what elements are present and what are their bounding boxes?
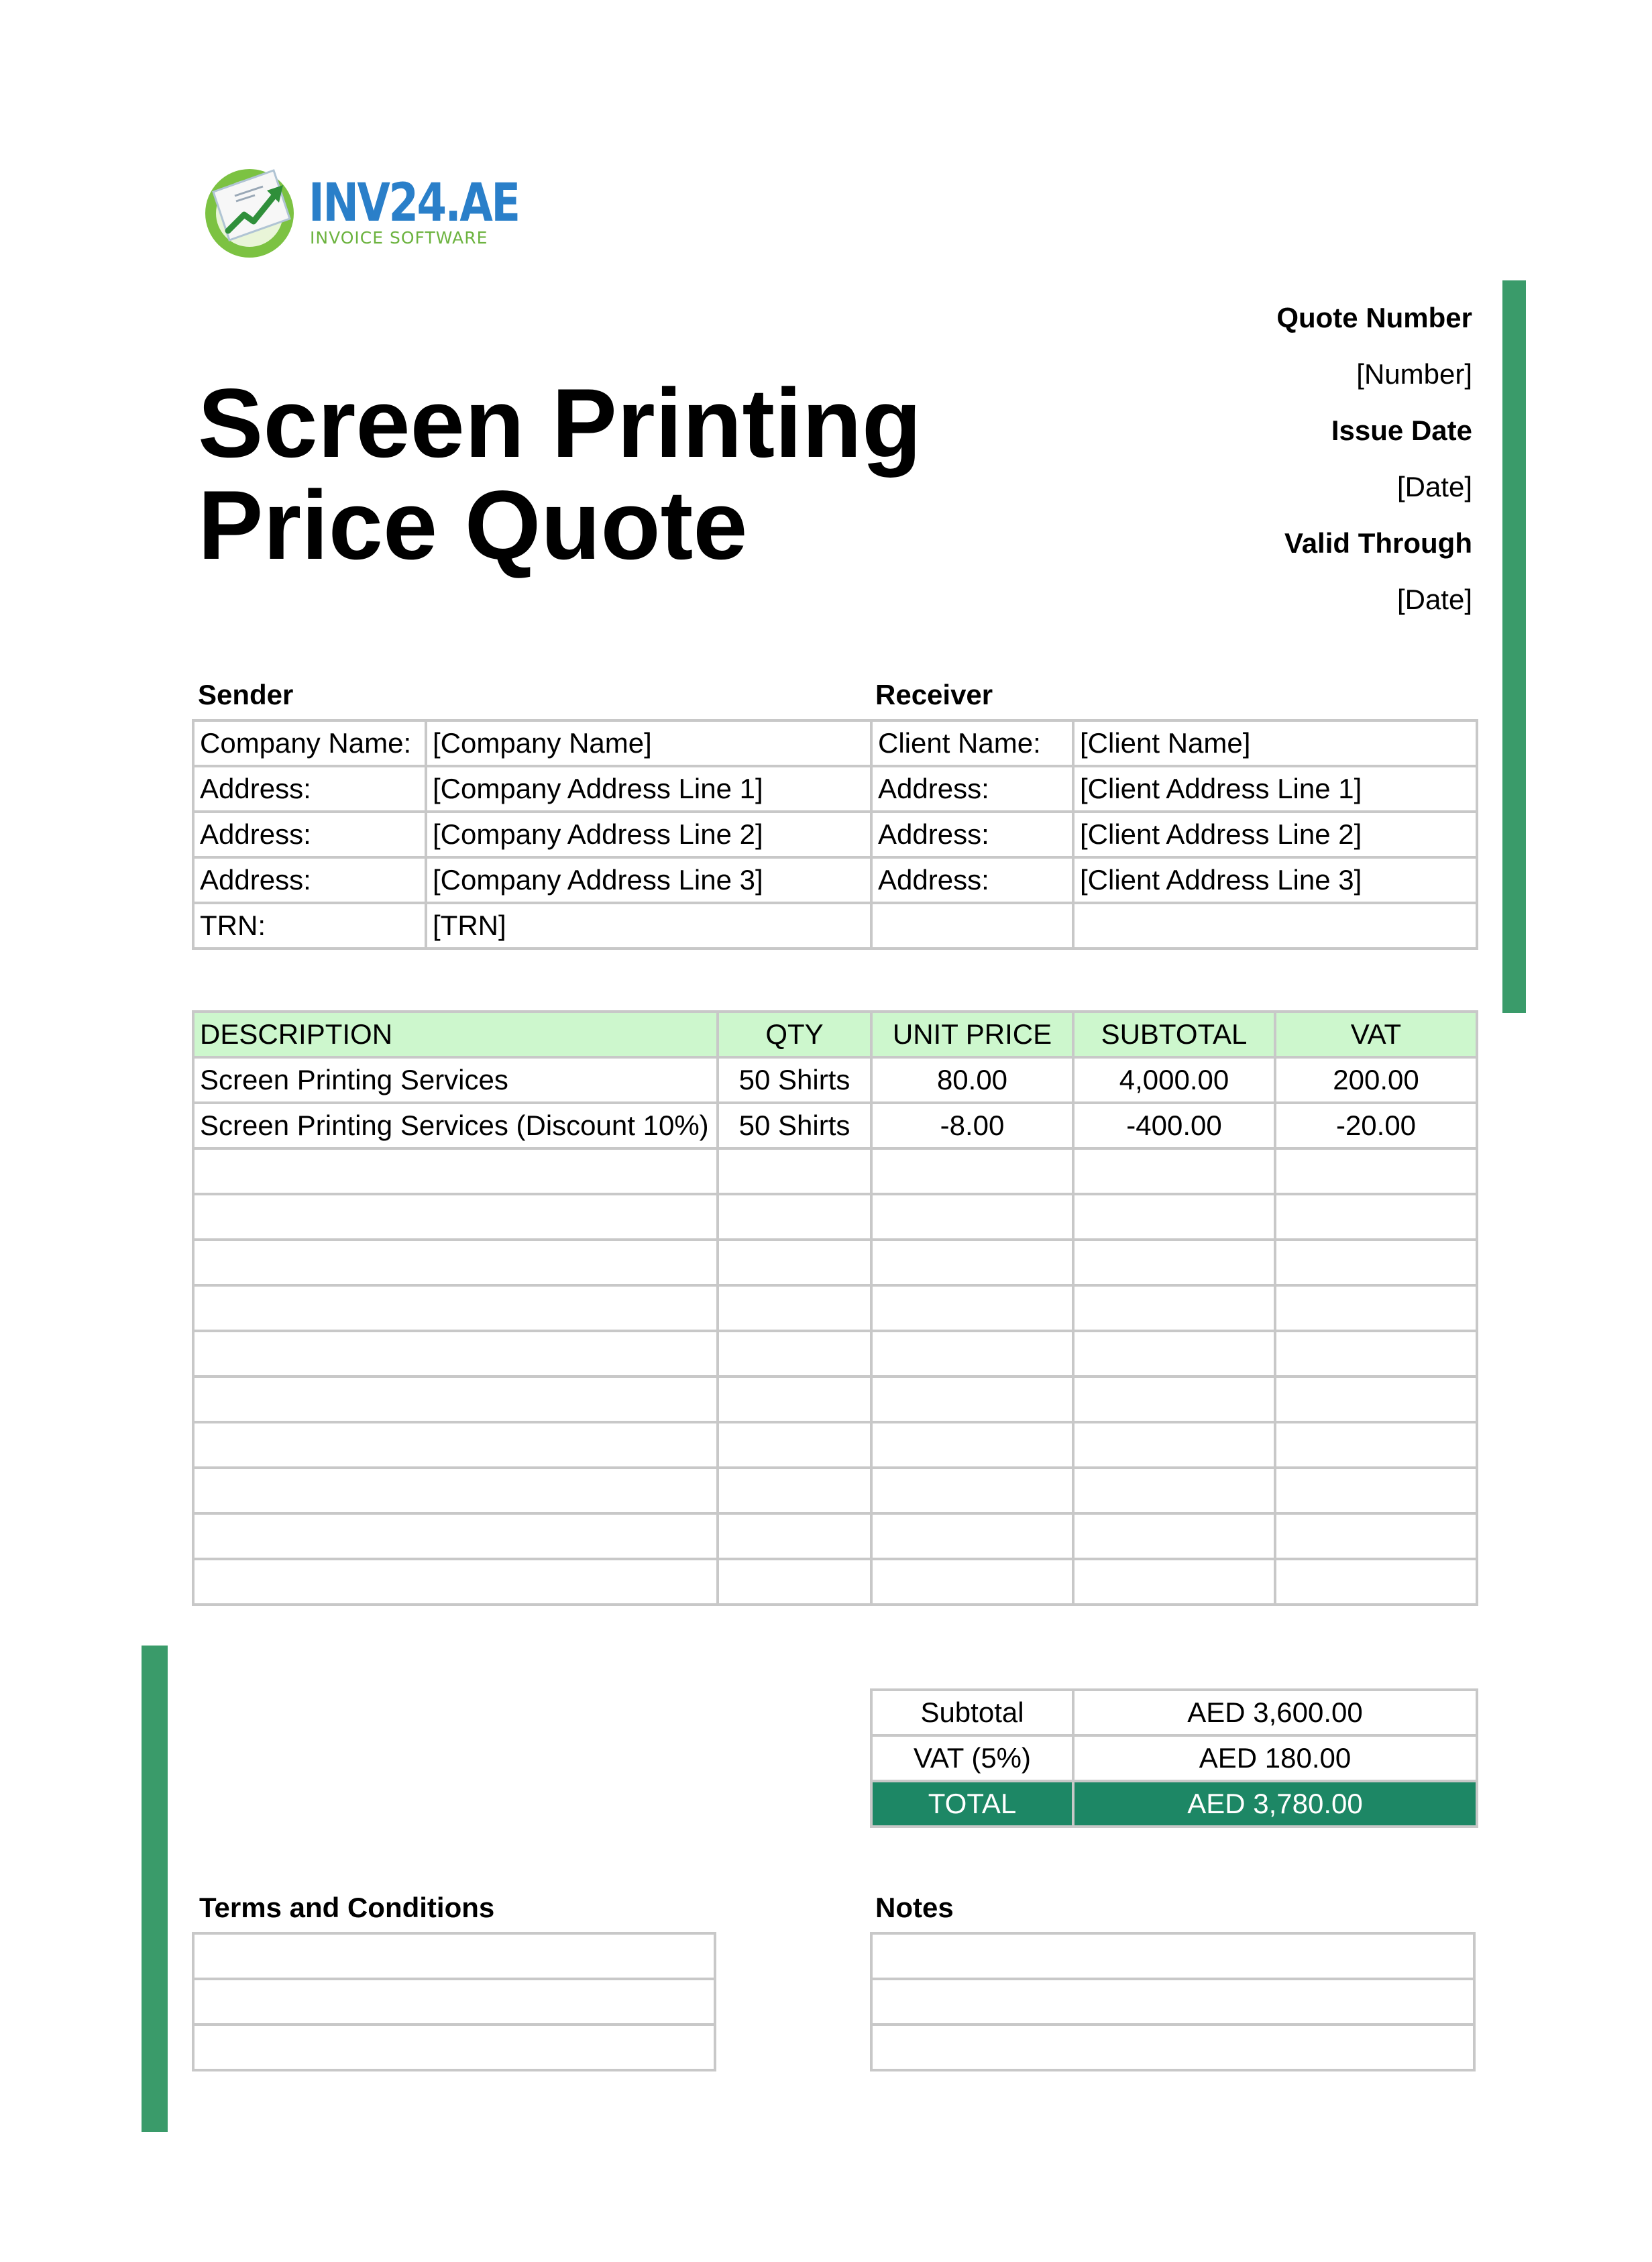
empty-cell[interactable] (718, 1148, 871, 1194)
empty-cell[interactable] (1073, 1559, 1275, 1605)
receiver-field-label: Address: (871, 812, 1073, 857)
terms-input[interactable] (193, 1979, 715, 2025)
table-row (193, 766, 1477, 812)
empty-item-row (193, 1468, 1477, 1513)
receiver-field-label: Address: (871, 857, 1073, 903)
table-row (193, 812, 1477, 857)
empty-cell[interactable] (1275, 1422, 1477, 1468)
logo-chart-icon (201, 161, 309, 262)
empty-cell[interactable] (1275, 1285, 1477, 1331)
item-subtotal: -400.00 (1073, 1103, 1275, 1148)
table-row (193, 1057, 1477, 1103)
empty-cell[interactable] (718, 1422, 871, 1468)
table-row (193, 720, 1477, 766)
empty-cell[interactable] (871, 1331, 1073, 1377)
empty-cell[interactable] (1275, 1377, 1477, 1422)
empty-cell[interactable] (1073, 1240, 1275, 1285)
page-title (198, 368, 969, 580)
empty-cell[interactable] (871, 1377, 1073, 1422)
col-header-unit-price: UNIT PRICE (871, 1012, 1073, 1057)
sender-field-label: Company Name: (193, 720, 426, 766)
logo-name: INV24.AE (309, 173, 519, 233)
empty-cell[interactable] (718, 1468, 871, 1513)
sender-field-value[interactable]: [Company Address Line 2] (426, 812, 871, 857)
empty-cell[interactable] (871, 1194, 1073, 1240)
vat-value: AED 180.00 (1073, 1735, 1477, 1781)
subtotal-label: Subtotal (871, 1690, 1073, 1735)
empty-cell[interactable] (1275, 1513, 1477, 1559)
empty-cell[interactable] (193, 1331, 718, 1377)
empty-cell[interactable] (1275, 1331, 1477, 1377)
item-vat: -20.00 (1275, 1103, 1477, 1148)
empty-cell[interactable] (1073, 1148, 1275, 1194)
empty-cell[interactable] (718, 1240, 871, 1285)
receiver-field-label (871, 903, 1073, 949)
party-table (192, 719, 1478, 950)
empty-cell[interactable] (1073, 1468, 1275, 1513)
col-header-subtotal: SUBTOTAL (1073, 1012, 1275, 1057)
page-title-line-2: Price Quote (198, 470, 748, 580)
empty-cell[interactable] (871, 1559, 1073, 1605)
item-unit-price[interactable]: 80.00 (871, 1057, 1073, 1103)
empty-cell[interactable] (1073, 1422, 1275, 1468)
item-unit-price[interactable]: -8.00 (871, 1103, 1073, 1148)
empty-cell[interactable] (718, 1285, 871, 1331)
empty-cell[interactable] (193, 1468, 718, 1513)
issue-date-label: Issue Date (1331, 415, 1472, 446)
empty-cell[interactable] (718, 1559, 871, 1605)
logo-tagline: INVOICE SOFTWARE (310, 228, 488, 248)
col-header-qty: QTY (718, 1012, 871, 1057)
empty-cell[interactable] (1275, 1468, 1477, 1513)
quote-number-value[interactable]: [Number] (1356, 358, 1472, 390)
receiver-field-value[interactable]: [Client Address Line 3] (1073, 857, 1477, 903)
items-header-row (193, 1012, 1477, 1057)
terms-line (193, 1979, 715, 2025)
empty-item-row (193, 1422, 1477, 1468)
empty-item-row (193, 1148, 1477, 1194)
empty-cell[interactable] (1275, 1194, 1477, 1240)
total-row (871, 1781, 1477, 1827)
sender-label: Sender (198, 679, 294, 710)
sender-field-label: Address: (193, 812, 426, 857)
notes-box (870, 1932, 1476, 2071)
empty-cell[interactable] (193, 1422, 718, 1468)
item-description[interactable]: Screen Printing Services (Discount 10%) (193, 1103, 718, 1148)
sender-field-value[interactable]: [Company Address Line 1] (426, 766, 871, 812)
empty-cell[interactable] (193, 1240, 718, 1285)
subtotal-value: AED 3,600.00 (1073, 1690, 1477, 1735)
empty-cell[interactable] (871, 1240, 1073, 1285)
receiver-field-label: Address: (871, 766, 1073, 812)
empty-cell[interactable] (1275, 1148, 1477, 1194)
empty-cell[interactable] (871, 1422, 1073, 1468)
items-table (192, 1010, 1478, 1606)
total-value: AED 3,780.00 (1073, 1781, 1477, 1827)
empty-item-row (193, 1240, 1477, 1285)
empty-item-row (193, 1559, 1477, 1605)
receiver-field-value[interactable]: [Client Address Line 1] (1073, 766, 1477, 812)
terms-line (193, 2025, 715, 2070)
empty-item-row (193, 1513, 1477, 1559)
subtotal-row (871, 1690, 1477, 1735)
sender-field-label: TRN: (193, 903, 426, 949)
receiver-label: Receiver (875, 679, 993, 710)
notes-label: Notes (875, 1892, 954, 1923)
vat-row (871, 1735, 1477, 1781)
table-row (193, 1103, 1477, 1148)
quote-number-label: Quote Number (1276, 302, 1472, 333)
sender-field-value[interactable]: [TRN] (426, 903, 871, 949)
item-description[interactable]: Screen Printing Services (193, 1057, 718, 1103)
item-qty[interactable]: 50 Shirts (718, 1057, 871, 1103)
empty-cell[interactable] (1073, 1331, 1275, 1377)
page-title-line-1: Screen Printing (198, 368, 922, 478)
empty-cell[interactable] (718, 1194, 871, 1240)
empty-cell[interactable] (871, 1285, 1073, 1331)
terms-input[interactable] (193, 1933, 715, 1979)
empty-cell[interactable] (193, 1285, 718, 1331)
empty-cell[interactable] (718, 1377, 871, 1422)
sender-field-value[interactable]: [Company Address Line 3] (426, 857, 871, 903)
receiver-field-value[interactable] (1073, 903, 1477, 949)
notes-line (871, 1979, 1474, 2025)
notes-input[interactable] (871, 1933, 1474, 1979)
item-qty[interactable]: 50 Shirts (718, 1103, 871, 1148)
sender-field-label: Address: (193, 857, 426, 903)
notes-line (871, 2025, 1474, 2070)
totals-table (870, 1688, 1478, 1828)
empty-item-row (193, 1194, 1477, 1240)
terms-line (193, 1933, 715, 1979)
valid-through-value[interactable]: [Date] (1396, 584, 1472, 615)
receiver-field-value[interactable]: [Client Name] (1073, 720, 1477, 766)
empty-item-row (193, 1285, 1477, 1331)
total-label: TOTAL (871, 1781, 1073, 1827)
notes-input[interactable] (871, 2025, 1474, 2070)
accent-bar-left (142, 1646, 168, 2132)
table-row (193, 903, 1477, 949)
empty-cell[interactable] (193, 1513, 718, 1559)
empty-cell[interactable] (1073, 1513, 1275, 1559)
logo (201, 161, 519, 262)
item-subtotal: 4,000.00 (1073, 1057, 1275, 1103)
empty-cell[interactable] (871, 1513, 1073, 1559)
table-row (193, 857, 1477, 903)
accent-bar-right (1502, 280, 1526, 1013)
empty-item-row (193, 1377, 1477, 1422)
notes-line (871, 1933, 1474, 1979)
receiver-field-label: Client Name: (871, 720, 1073, 766)
quote-meta (1276, 290, 1472, 628)
sender-field-value[interactable]: [Company Name] (426, 720, 871, 766)
empty-cell[interactable] (718, 1331, 871, 1377)
item-vat: 200.00 (1275, 1057, 1477, 1103)
empty-cell[interactable] (193, 1559, 718, 1605)
empty-cell[interactable] (193, 1194, 718, 1240)
notes-input[interactable] (871, 1979, 1474, 2025)
empty-cell[interactable] (871, 1148, 1073, 1194)
empty-cell[interactable] (1275, 1559, 1477, 1605)
valid-through-label: Valid Through (1284, 527, 1472, 559)
empty-cell[interactable] (193, 1148, 718, 1194)
empty-cell[interactable] (193, 1377, 718, 1422)
issue-date-value[interactable]: [Date] (1396, 471, 1472, 502)
empty-cell[interactable] (1073, 1377, 1275, 1422)
receiver-field-value[interactable]: [Client Address Line 2] (1073, 812, 1477, 857)
col-header-description: DESCRIPTION (193, 1012, 718, 1057)
col-header-vat: VAT (1275, 1012, 1477, 1057)
empty-item-row (193, 1331, 1477, 1377)
sender-field-label: Address: (193, 766, 426, 812)
empty-cell[interactable] (871, 1468, 1073, 1513)
empty-cell[interactable] (1073, 1194, 1275, 1240)
empty-cell[interactable] (1073, 1285, 1275, 1331)
terms-label: Terms and Conditions (199, 1892, 495, 1923)
empty-cell[interactable] (718, 1513, 871, 1559)
terms-box (192, 1932, 716, 2071)
terms-input[interactable] (193, 2025, 715, 2070)
empty-cell[interactable] (1275, 1240, 1477, 1285)
vat-label: VAT (5%) (871, 1735, 1073, 1781)
